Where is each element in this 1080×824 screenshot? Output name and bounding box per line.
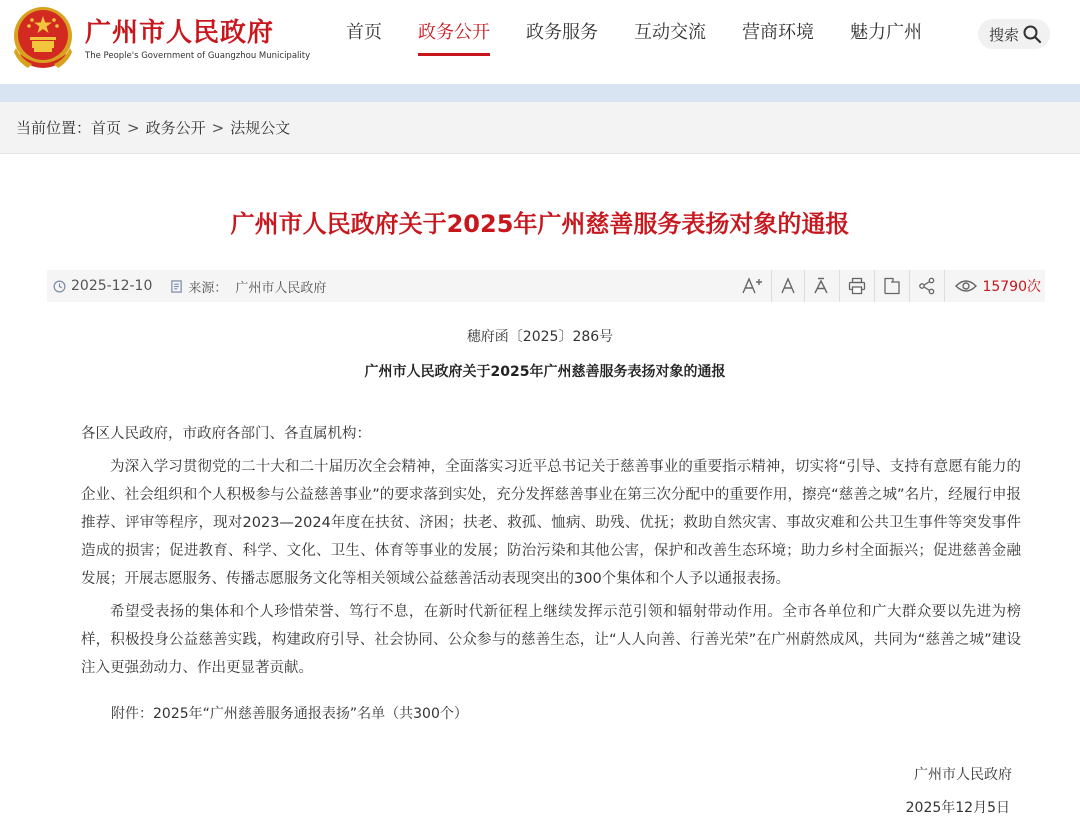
open-document-icon	[883, 277, 901, 295]
font-default-icon	[780, 277, 796, 295]
share-button[interactable]	[909, 270, 944, 302]
breadcrumb-separator: >	[127, 118, 140, 137]
main-nav	[328, 0, 940, 84]
view-counter	[944, 270, 1045, 302]
font-decrease-button[interactable]	[804, 270, 839, 302]
body-paragraph: 希望受表扬的集体和个人珍惜荣誉、笃行不息，在新时代新征程上继续发挥示范引领和辐射带动作用。全市各单位和广大群众要以先进为榜样，积极投身公益慈善实践，构建政府引导、社会协同、公众参与的慈善生态，让“人人向善、行善光荣”在广州蔚然成风，共同为“慈善之城”建设注入更强劲动力、作出更显著贡献。	[81, 604, 1021, 676]
open-document-button[interactable]	[874, 270, 909, 302]
search-button[interactable]	[978, 19, 1050, 49]
document-icon	[170, 280, 183, 293]
font-increase-icon	[741, 277, 763, 295]
print-button[interactable]	[839, 270, 874, 302]
breadcrumb-gov-affairs-open[interactable]: 政务公开	[145, 119, 206, 137]
document-number: 穗府函〔2025〕286号	[466, 329, 614, 345]
search-icon	[1022, 24, 1042, 44]
breadcrumb	[0, 102, 1080, 154]
breadcrumb-home[interactable]: 首页	[91, 119, 122, 137]
clock-icon	[53, 280, 66, 293]
source-label: 来源：	[188, 280, 228, 296]
font-increase-button[interactable]	[733, 270, 771, 302]
breadcrumb-regulations[interactable]: 法规公文	[230, 119, 291, 137]
site-header	[0, 0, 1080, 84]
article-meta-bar	[47, 270, 1045, 302]
view-count: 15790次	[982, 279, 1041, 295]
signature: 广州市人民政府	[914, 767, 1012, 783]
site-title[interactable]: 广州市人民政府	[85, 18, 275, 48]
article-title: 广州市人民政府关于2025年广州慈善服务表扬对象的通报	[230, 210, 850, 238]
nav-item-business-environment[interactable]: 营商环境	[742, 22, 814, 43]
header-divider-band	[0, 84, 1080, 102]
font-default-button[interactable]	[771, 270, 804, 302]
nav-item-charm-guangzhou[interactable]: 魅力广州	[850, 22, 922, 43]
breadcrumb-prefix: 当前位置：	[16, 119, 92, 137]
body-paragraph: 为深入学习贯彻党的二十大和二十届历次全会精神，全面落实习近平总书记关于慈善事业的重要指示精神，切实将“引导、支持有意愿有能力的企业、社会组织和个人积极参与公益慈善事业”的要求落到实处，充分发挥慈善事业在第三次分配中的重要作用，擦亮“慈善之城”名片，经履行申报推荐、评审等程序，现对2023—2024年度在扶贫、济困；扶老、救孤、恤病、助残、优抚；救助自然灾害、事故灾难和公共卫生事件等突发事件造成的损害；促进教育、科学、文化、卫生、体育等事业的发展；防治污染和其他公害，保护和改善生态环境；助力乡村全面振兴；促进慈善金融发展；开展志愿服务、传播志愿服务文化等相关领域公益慈善活动表现突出的300个集体和个人予以通报表扬。	[81, 459, 1021, 587]
nav-item-gov-affairs-open[interactable]: 政务公开	[400, 0, 508, 84]
breadcrumb-separator: >	[211, 118, 225, 137]
nav-item-gov-services[interactable]: 政务服务	[526, 22, 598, 43]
article-body	[81, 420, 1021, 687]
search-label: 搜索	[989, 25, 1020, 44]
publish-date: 2025-12-10	[71, 278, 153, 294]
signature-date: 2025年12月5日	[905, 800, 1010, 816]
site-title-english[interactable]: The People's Government of Guangzhou Municipality	[85, 51, 311, 61]
share-icon	[918, 277, 936, 295]
font-decrease-icon	[813, 277, 831, 295]
printer-icon	[848, 277, 866, 295]
eye-icon	[955, 279, 977, 293]
attachment-link[interactable]: 附件：2025年“广州慈善服务通报表扬”名单（共300个）	[111, 706, 468, 722]
national-emblem-logo[interactable]	[12, 6, 74, 70]
nav-item-interaction[interactable]: 互动交流	[634, 22, 706, 43]
nav-item-home[interactable]: 首页	[346, 22, 382, 43]
document-heading: 广州市人民政府关于2025年广州慈善服务表扬对象的通报	[364, 364, 726, 380]
salutation: 各区人民政府，市政府各部门、各直属机构：	[81, 426, 371, 442]
source-value: 广州市人民政府	[235, 280, 327, 296]
